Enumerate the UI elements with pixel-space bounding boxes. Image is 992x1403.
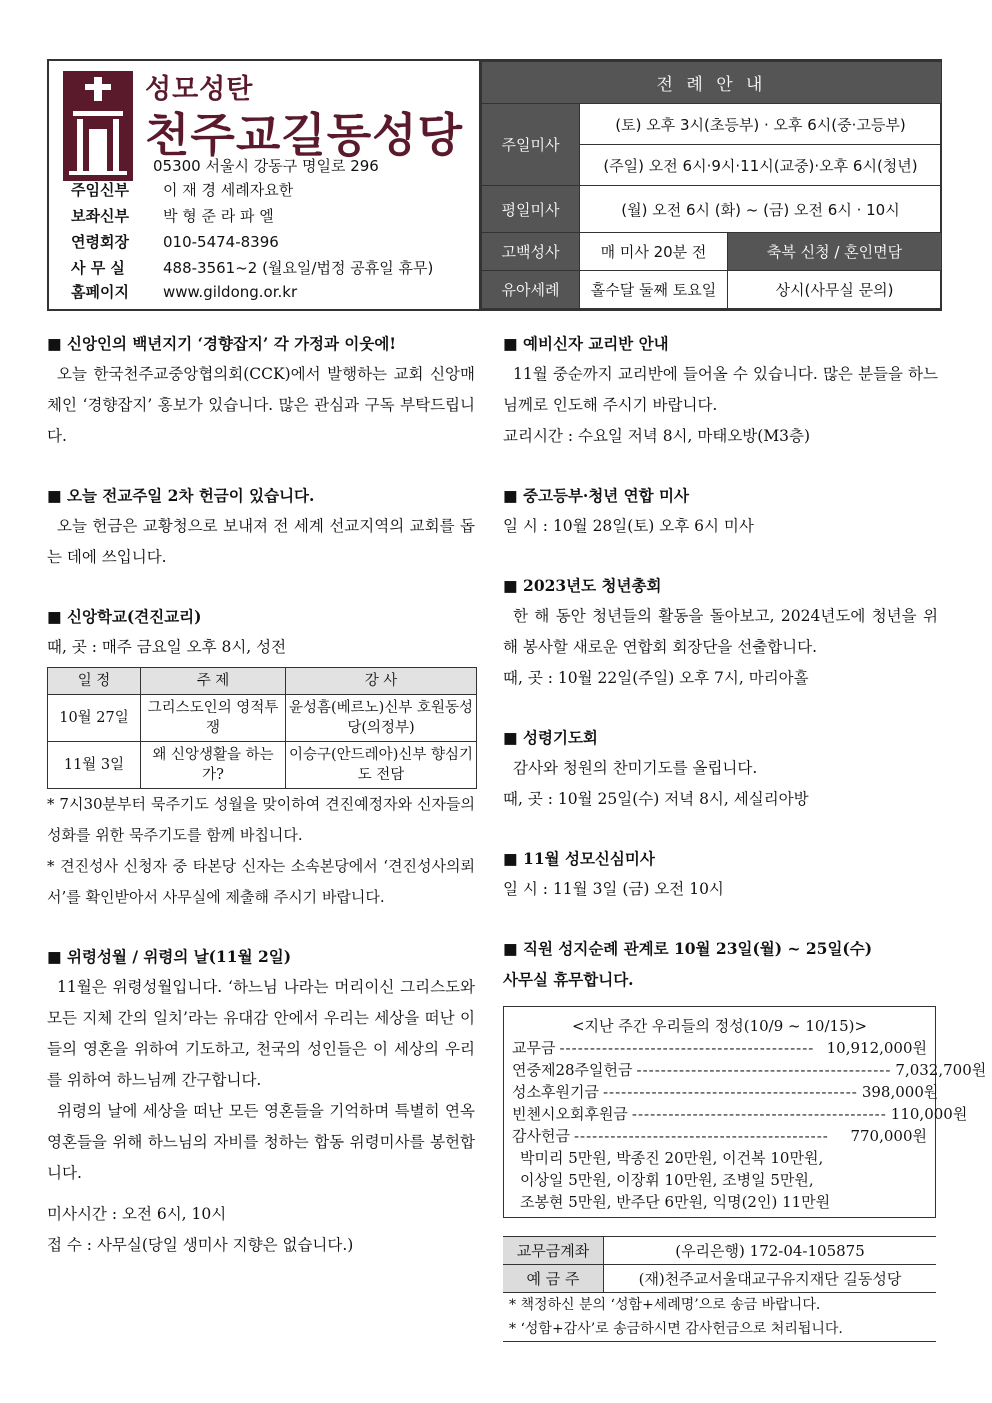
- account-holder-label: 예 금 주: [503, 1265, 604, 1293]
- baptism-label: 유아세례: [482, 270, 580, 308]
- sunday-mass-1: (토) 오후 3시(초등부) · 오후 6시(중·고등부): [580, 104, 942, 145]
- liturgy-schedule: [479, 61, 942, 309]
- bulletin-header: [47, 59, 942, 311]
- notice-title-collection: ■ 오늘 전교주일 2차 헌금이 있습니다.: [47, 486, 315, 505]
- prayer-meeting-time: 때, 곳 : 10월 25일(수) 저녁 8시, 세실리아방: [503, 790, 809, 808]
- offering-row: 연중제28주일헌금 ------------------------------------------ 7,032,700원: [512, 1061, 987, 1079]
- info-funeral-chair: 연령회장 010-5474-8396: [71, 233, 279, 251]
- confirmation-note-1: * 7시30분부터 묵주기도 성월을 맞이하여 견진예정자와 신자들의 성화를 위한 묵주기도를 함께 바칩니다.: [47, 795, 475, 844]
- baptism-note: 상시(사무실 문의): [728, 270, 942, 308]
- church-title: 천주교길동성당: [145, 108, 464, 162]
- notice-body-collection: 오늘 헌금은 교황청으로 보내져 전 세계 선교지역의 교회를 돕는 데에 쓰입니다.: [47, 517, 475, 566]
- offering-row: 성소후원기금 ------------------------------------------ 398,000원: [512, 1083, 939, 1101]
- church-subtitle: 성모성탄: [145, 74, 254, 105]
- offering-row: 감사헌금 ------------------------------------------ 770,000원: [512, 1127, 927, 1145]
- souls-body-1: 11월은 위령성월입니다. ‘하느님 나라는 머리이신 그리스도와 모든 지체 간의 일치’라는 유대감 안에서 우리는 세상을 떠난 이들의 영혼을 위하여 기도하고, 천국의 성인들은 이 세상의 우리를 위하여 하느님께 간구합니다.: [47, 978, 475, 1089]
- notice-title-prayer-meeting: ■ 성령기도회: [503, 728, 598, 747]
- prayer-meeting-body: 감사와 청원의 찬미기도를 올립니다.: [513, 759, 758, 777]
- notice-body-magazine: 오늘 한국천주교중앙협의회(CCK)에서 발행하는 교회 신앙매체인 ‘경향잡지’ 홍보가 있습니다. 많은 관심과 구독 부탁드립니다.: [47, 365, 475, 445]
- catechumen-time: 교리시간 : 수요일 저녁 8시, 마태오방(M3층): [503, 427, 811, 445]
- table-header-lecturer: 강 사: [286, 668, 477, 695]
- account-note-1: * 책정하신 분의 ‘성함+세례명’으로 송금 바랍니다.: [509, 1297, 821, 1313]
- account-number: (우리은행) 172-04-105875: [604, 1237, 937, 1265]
- info-office: 사 무 실 488-3561~2 (월요일/법정 공휴일 휴무): [71, 259, 434, 277]
- notice-title-confirmation: ■ 신앙학교(견진교리): [47, 607, 202, 626]
- youth-mass-time: 일 시 : 10월 28일(토) 오후 6시 미사: [503, 517, 754, 535]
- church-info-panel: [49, 61, 479, 309]
- souls-mass-time: 미사시간 : 오전 6시, 10시: [47, 1205, 227, 1223]
- info-assistant: 보좌신부 박 형 준 라 파 엘: [71, 207, 274, 225]
- table-row: 11월 3일 왜 신앙생활을 하는가? 이승구(안드레아)신부 향심기도 전담: [48, 742, 477, 789]
- souls-body-2: 위령의 날에 세상을 떠난 모든 영혼들을 기억하며 특별히 연옥 영혼들을 위해 하느님의 자비를 청하는 합동 위령미사를 봉헌합니다.: [47, 1102, 475, 1182]
- offering-title: <지난 주간 우리들의 정성(10/9 ~ 10/15)>: [571, 1017, 868, 1035]
- confession-label: 고백성사: [482, 232, 580, 270]
- account-info: [503, 1236, 936, 1342]
- office-closed-line2: 사무실 휴무합니다.: [503, 970, 634, 989]
- notice-title-magazine: ■ 신앙인의 백년지기 ‘경향잡지’ 각 가정과 이웃에!: [47, 334, 397, 353]
- table-row: 10월 27일 그리스도인의 영적투쟁 윤성흠(베르노)신부 호원동성당(의정부): [48, 695, 477, 742]
- marian-mass-time: 일 시 : 11월 3일 (금) 오전 10시: [503, 880, 724, 898]
- youth-assembly-time: 때, 곳 : 10월 22일(주일) 오후 7시, 마리아홀: [503, 669, 809, 687]
- donor-line: 조봉현 5만원, 반주단 6만원, 익명(2인) 11만원: [520, 1193, 831, 1211]
- account-label: 교무금계좌: [503, 1237, 604, 1265]
- notice-title-youth-assembly: ■ 2023년도 청년총회: [503, 576, 662, 595]
- info-pastor: 주임신부 이 재 경 세례자요한: [71, 181, 294, 199]
- offering-summary: [503, 1006, 987, 1218]
- church-logo-icon: [63, 71, 133, 181]
- confirmation-table: [47, 667, 477, 789]
- confession-time: 매 미사 20분 전: [580, 232, 728, 270]
- table-header-date: 일 정: [48, 668, 141, 695]
- baptism-time: 홀수달 둘째 토요일: [580, 270, 728, 308]
- sunday-mass-label: 주일미사: [482, 104, 580, 186]
- confirmation-note-2: * 견진성사 신청자 중 타본당 신자는 소속본당에서 ‘견진성사의뢰서’를 확인받아서 사무실에 제출해 주시기 바랍니다.: [47, 857, 475, 906]
- account-holder: (재)천주교서울대교구유지재단 길동성당: [604, 1265, 937, 1293]
- notice-title-catechumen: ■ 예비신자 교리반 안내: [503, 334, 669, 353]
- confirmation-when: 때, 곳 : 매주 금요일 오후 8시, 성전: [47, 638, 287, 656]
- youth-assembly-body: 한 해 동안 청년들의 활동을 돌아보고, 2024년도에 청년을 위해 봉사할 새로운 연합회 회장단을 선출합니다.: [503, 607, 938, 656]
- right-column: [503, 328, 938, 995]
- church-address: 05300 서울시 강동구 명일로 296: [153, 157, 379, 175]
- notice-title-souls: ■ 위령성월 / 위령의 날(11월 2일): [47, 947, 292, 966]
- sunday-mass-2: (주일) 오전 6시·9시·11시(교중)·오후 6시(청년): [580, 145, 942, 186]
- blessing-label: 축복 신청 / 혼인면담: [728, 232, 942, 270]
- souls-reception: 접 수 : 사무실(당일 생미사 지향은 없습니다.): [47, 1236, 354, 1254]
- account-note-2: * ‘성함+감사’로 송금하시면 감사헌금으로 처리됩니다.: [503, 1317, 936, 1342]
- donor-line: 이상일 5만원, 이장휘 10만원, 조병일 5만원,: [520, 1171, 814, 1189]
- schedule-title: 전 례 안 내: [482, 62, 942, 104]
- offering-row: 교무금 ------------------------------------------ 10,912,000원: [512, 1039, 927, 1057]
- notice-title-office-closed: ■ 직원 성지순례 관계로 10월 23일(월) ~ 25일(수): [503, 939, 873, 958]
- weekday-mass-label: 평일미사: [482, 186, 580, 232]
- catechumen-body: 11월 중순까지 교리반에 들어올 수 있습니다. 많은 분들을 하느님께로 인도해 주시기 바랍니다.: [503, 365, 938, 414]
- notice-title-marian-mass: ■ 11월 성모신심미사: [503, 849, 655, 868]
- donor-line: 박미리 5만원, 박종진 20만원, 이건복 10만원,: [520, 1149, 824, 1167]
- weekday-mass: (월) 오전 6시 (화) ~ (금) 오전 6시 · 10시: [580, 186, 942, 232]
- offering-row: 빈첸시오회후원금 ------------------------------------------ 110,000원: [512, 1105, 968, 1123]
- notice-title-youth-mass: ■ 중고등부·청년 연합 미사: [503, 486, 689, 505]
- left-column: [47, 328, 475, 1261]
- info-homepage: 홈페이지 www.gildong.or.kr: [71, 283, 298, 301]
- table-header-topic: 주 제: [141, 668, 286, 695]
